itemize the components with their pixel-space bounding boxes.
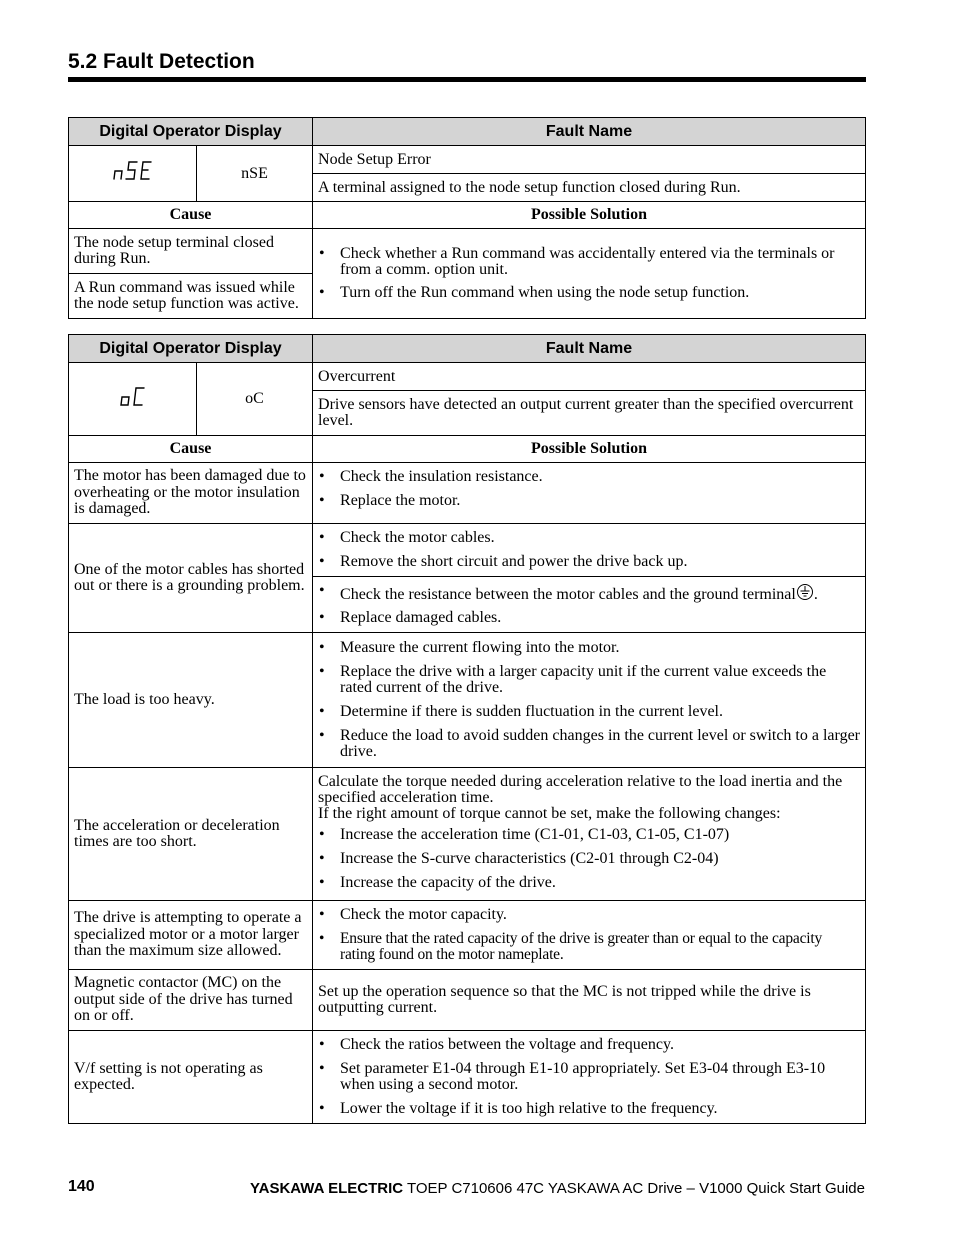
operator-display-glyph — [69, 146, 197, 202]
solution-bullet — [318, 583, 860, 603]
header-fault-name: Fault Name — [313, 118, 866, 146]
page-number: 140 — [68, 1178, 95, 1195]
cause-cell: A Run command was issued while the node setup function was active. — [69, 274, 313, 319]
fault-table-nse — [68, 117, 866, 319]
fault-code: nSE — [197, 146, 313, 202]
seven-segment-nse-icon — [111, 160, 155, 182]
solution-bullet: • Check the motor capacity. — [318, 907, 860, 923]
solution-cell — [313, 633, 866, 768]
fault-code: oC — [197, 363, 313, 436]
solution-cell — [313, 901, 866, 970]
cause-cell: The node setup terminal closed during Run. — [69, 229, 313, 274]
fault-description: A terminal assigned to the node setup function closed during Run. — [313, 174, 866, 202]
cause-cell: The acceleration or deceleration times are too short. — [69, 768, 313, 901]
solution-intro: If the right amount of torque cannot be set, make the following changes: — [318, 805, 781, 822]
solution-bullet: • Check the insulation resistance. — [318, 469, 860, 485]
solution-cell — [313, 577, 866, 633]
page-footer — [250, 1180, 865, 1197]
solution-bullet: • Increase the acceleration time (C1-01, C1-03, C1-05, C1-07) — [318, 827, 860, 843]
cause-header: Cause — [69, 202, 313, 229]
solution-bullet: • Ensure that the rated capacity of the drive is greater than or equal to the capacity rating found on the motor nameplate. — [318, 931, 860, 963]
solution-bullet: • Remove the short circuit and power the drive back up. — [318, 554, 860, 570]
cause-cell: The load is too heavy. — [69, 633, 313, 768]
solution-bullet: • Measure the current flowing into the motor. — [318, 640, 860, 656]
solution-bullet: • Lower the voltage if it is too high relative to the frequency. — [318, 1101, 860, 1117]
solution-header: Possible Solution — [313, 436, 866, 463]
solution-bullet: • Replace damaged cables. — [318, 610, 860, 626]
solution-header: Possible Solution — [313, 202, 866, 229]
footer-brand: YASKAWA ELECTRIC — [250, 1180, 404, 1197]
solution-bullet-period: . — [813, 586, 818, 603]
fault-name: Node Setup Error — [313, 146, 866, 174]
cause-cell: V/f setting is not operating as expected. — [69, 1031, 313, 1124]
header-display: Digital Operator Display — [69, 118, 313, 146]
header-fault-name: Fault Name — [313, 335, 866, 363]
header-display: Digital Operator Display — [69, 335, 313, 363]
cause-cell: One of the motor cables has shorted out or there is a grounding problem. — [69, 524, 313, 633]
footer-doc-title: TOEP C710606 47C YASKAWA AC Drive – V1000 Quick Start Guide — [403, 1180, 865, 1197]
solution-bullet: • Check the motor cables. — [318, 530, 860, 546]
solution-cell — [313, 1031, 866, 1124]
heading-rule — [68, 77, 866, 82]
solution-bullet: • Replace the drive with a larger capacity unit if the current value exceeds the rated current of the drive. — [318, 664, 860, 696]
solution-bullet: • Set parameter E1-04 through E1-10 appropriately. Set E3-04 through E3-10 when using a second motor. — [318, 1061, 860, 1093]
solution-cell — [313, 524, 866, 577]
solution-bullet: • Check the ratios between the voltage and frequency. — [318, 1037, 860, 1053]
cause-header: Cause — [69, 436, 313, 463]
solution-bullet: • Increase the capacity of the drive. — [318, 875, 860, 891]
ground-terminal-icon — [796, 583, 814, 601]
solution-cell — [313, 768, 866, 901]
fault-description: Drive sensors have detected an output current greater than the specified overcurrent level. — [313, 391, 866, 436]
solution-bullet-text: Check the resistance between the motor cables and the ground terminal — [340, 586, 796, 603]
cause-cell: The drive is attempting to operate a specialized motor or a motor larger than the maximum size allowed. — [69, 901, 313, 970]
solution-bullet: • Increase the S-curve characteristics (C2-01 through C2-04) — [318, 851, 860, 867]
solution-bullet: • Turn off the Run command when using the node setup function. — [318, 285, 860, 301]
fault-name: Overcurrent — [313, 363, 866, 391]
seven-segment-oc-icon — [118, 386, 148, 408]
solution-bullet: • Check whether a Run command was accidentally entered via the terminals or from a comm. option unit. — [318, 246, 860, 278]
solution-cell: Set up the operation sequence so that the MC is not tripped while the drive is outputting current. — [313, 970, 866, 1031]
fault-table-oc — [68, 334, 866, 1124]
section-heading: 5.2 Fault Detection — [68, 50, 255, 73]
solution-bullet: • Determine if there is sudden fluctuation in the current level. — [318, 704, 860, 720]
solution-cell — [313, 229, 866, 319]
solution-bullet: • Replace the motor. — [318, 493, 860, 509]
solution-cell — [313, 463, 866, 524]
cause-cell: The motor has been damaged due to overheating or the motor insulation is damaged. — [69, 463, 313, 524]
cause-cell: Magnetic contactor (MC) on the output side of the drive has turned on or off. — [69, 970, 313, 1031]
solution-intro: Calculate the torque needed during acceleration relative to the load inertia and the specified acceleration time. — [318, 773, 843, 806]
operator-display-glyph — [69, 363, 197, 436]
solution-bullet: • Reduce the load to avoid sudden changes in the current level or switch to a larger drive. — [318, 728, 860, 760]
